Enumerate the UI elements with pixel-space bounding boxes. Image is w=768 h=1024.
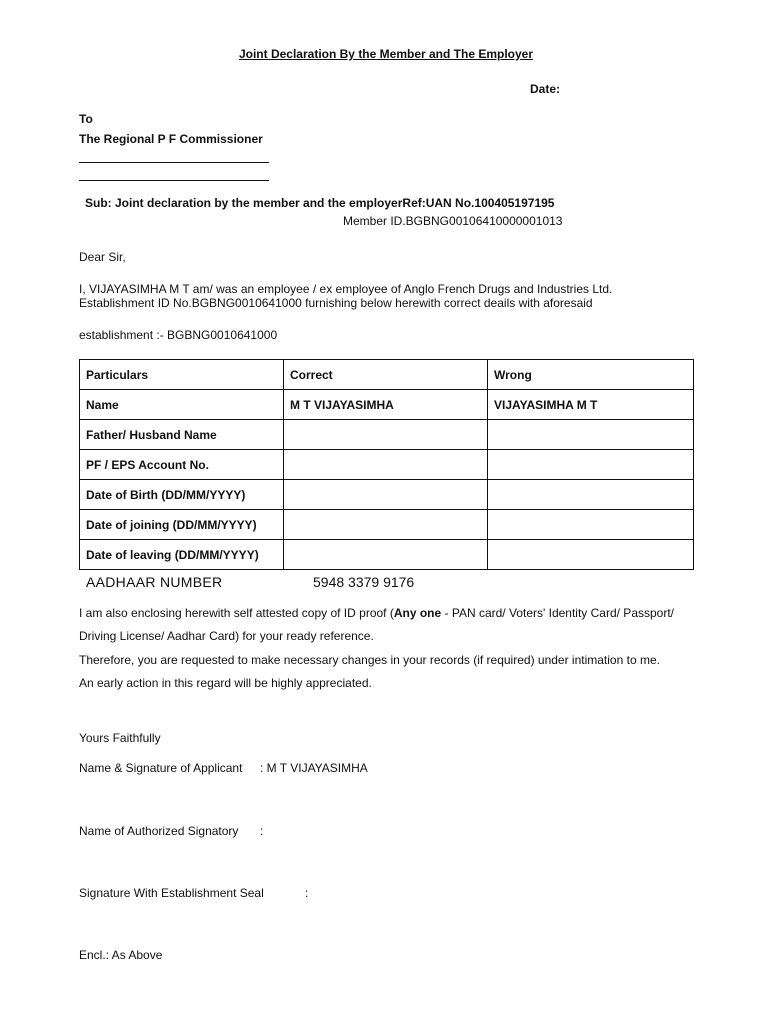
table-row — [80, 420, 694, 450]
header-correct: Correct — [284, 360, 488, 390]
row-wrong — [488, 450, 694, 480]
row-correct — [284, 540, 488, 570]
applicant-label: Name & Signature of Applicant — [79, 761, 243, 775]
enclosure-note: Encl.: As Above — [79, 948, 163, 962]
row-correct — [284, 450, 488, 480]
table-header-row — [80, 360, 694, 390]
paragraph-line: establishment :- BGBNG0010641000 — [79, 328, 278, 342]
table-row — [80, 480, 694, 510]
row-label: Date of joining (DD/MM/YYYY) — [80, 510, 284, 540]
enclosure-line-2: Driving License/ Aadhar Card) for your ready reference. — [79, 629, 374, 643]
row-label: Date of Birth (DD/MM/YYYY) — [80, 480, 284, 510]
address-blank-line-1 — [79, 162, 269, 163]
table-row — [80, 390, 694, 420]
table-row — [80, 510, 694, 540]
row-wrong — [488, 510, 694, 540]
closing-yours: Yours Faithfully — [79, 731, 161, 745]
applicant-value: : M T VIJAYASIMHA — [260, 761, 368, 775]
row-wrong — [488, 540, 694, 570]
authorized-signatory-label: Name of Authorized Signatory — [79, 824, 239, 838]
row-label: Father/ Husband Name — [80, 420, 284, 450]
table-row — [80, 450, 694, 480]
row-correct — [284, 480, 488, 510]
aadhaar-label: AADHAAR NUMBER — [86, 574, 223, 590]
enclosure-line-3: Therefore, you are requested to make necessary changes in your records (if required) under intimation to me. — [79, 653, 660, 667]
date-label: Date: — [530, 82, 561, 96]
authorized-signatory-colon: : — [260, 824, 264, 838]
enclosure-text: I am also enclosing herewith self attested copy of ID proof ( — [79, 606, 394, 620]
paragraph-line: Establishment ID No.BGBNG0010641000 furnishing below herewith correct deails with aforesaid — [79, 296, 593, 310]
enclosure-emphasis: Any one — [393, 606, 442, 620]
row-wrong: VIJAYASIMHA M T — [488, 390, 694, 420]
row-wrong — [488, 480, 694, 510]
enclosure-line-1 — [79, 606, 674, 620]
row-wrong — [488, 420, 694, 450]
header-particulars: Particulars — [80, 360, 284, 390]
details-table — [79, 359, 694, 570]
address-blank-line-2 — [79, 180, 269, 181]
establishment-seal-label: Signature With Establishment Seal — [79, 886, 264, 900]
row-label: PF / EPS Account No. — [80, 450, 284, 480]
addressee-to: To — [79, 112, 93, 126]
header-wrong: Wrong — [488, 360, 694, 390]
subject-line: Sub: Joint declaration by the member and the employerRef:UAN No.100405197195 — [85, 196, 555, 210]
row-label: Name — [80, 390, 284, 420]
addressee-name: The Regional P F Commissioner — [79, 132, 263, 146]
salutation: Dear Sir, — [79, 250, 126, 264]
enclosure-line-4: An early action in this regard will be highly appreciated. — [79, 676, 372, 690]
document-title: Joint Declaration By the Member and The Employer — [238, 47, 534, 61]
establishment-seal-colon: : — [305, 886, 309, 900]
row-correct — [284, 510, 488, 540]
table-row — [80, 540, 694, 570]
paragraph-line: I, VIJAYASIMHA M T am/ was an employee / ex employee of Anglo French Drugs and Industries Ltd. — [79, 282, 613, 296]
row-correct: M T VIJAYASIMHA — [284, 390, 488, 420]
row-correct — [284, 420, 488, 450]
member-id: Member ID.BGBNG00106410000001013 — [343, 214, 563, 228]
aadhaar-value: 5948 3379 9176 — [313, 574, 415, 590]
enclosure-text: - PAN card/ Voters' Identity Card/ Passport/ — [441, 606, 674, 620]
row-label: Date of leaving (DD/MM/YYYY) — [80, 540, 284, 570]
